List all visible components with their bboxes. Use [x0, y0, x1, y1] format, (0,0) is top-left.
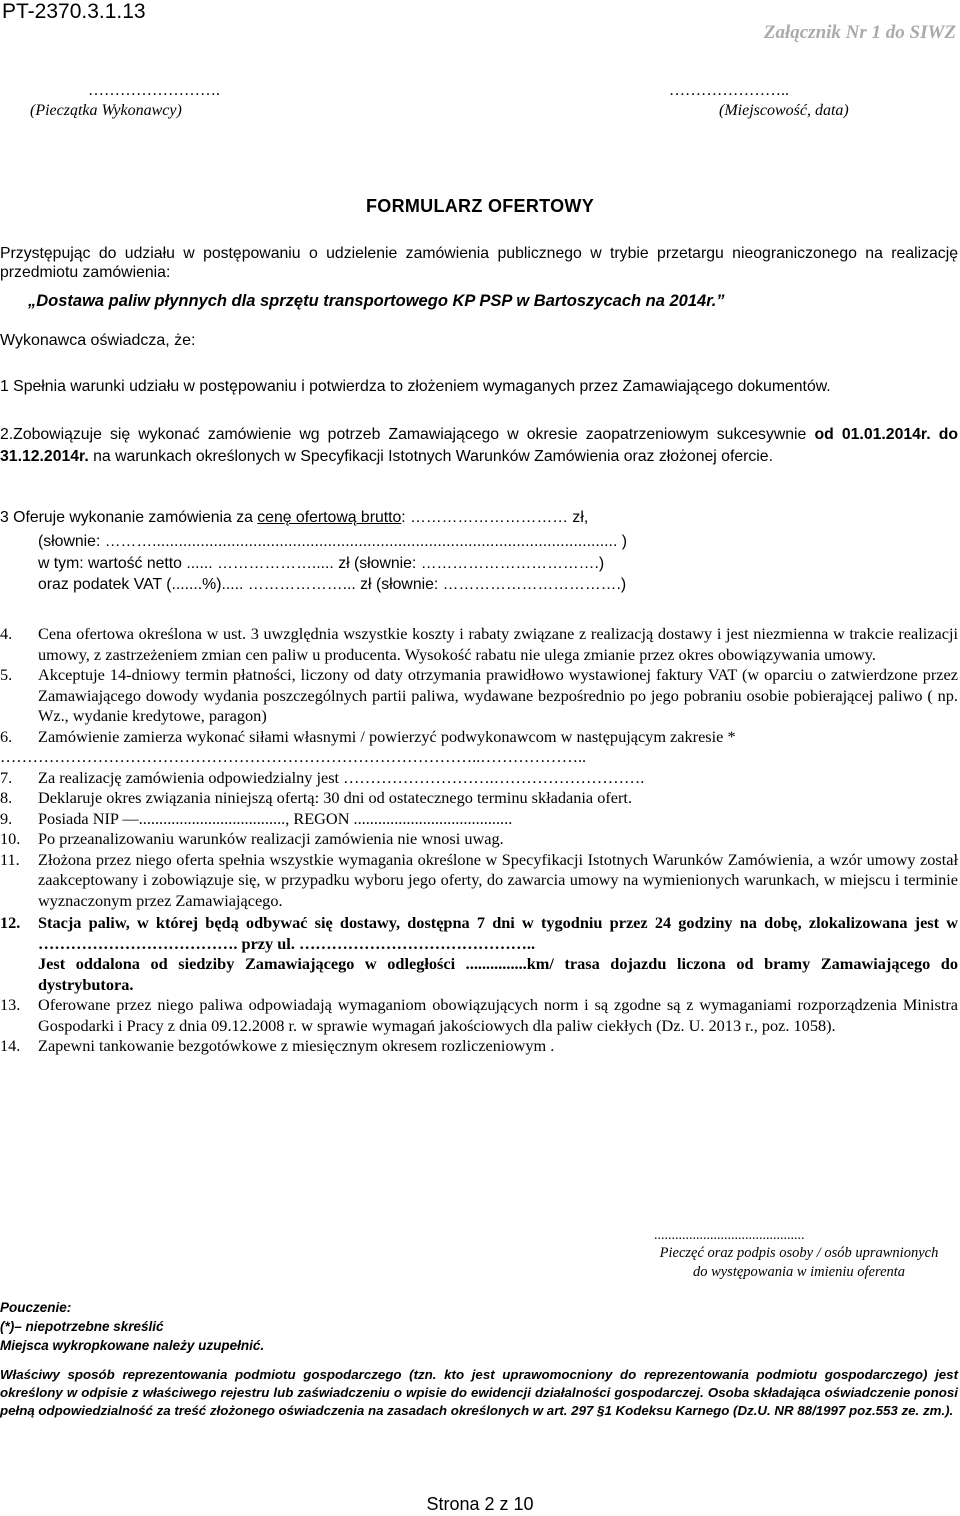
notice [0, 1298, 264, 1355]
representation-note: Właściwy sposób reprezentowania podmiotu gospodarczego (tzn. kto jest uprawomocniony do reprezentowania podmiotu gospodarczego) jest określony w odpisie z właściwego rejestru lub zaświadczeniu o wpisie do ewidencji działalności gospodarczej. Osoba składająca oświadczenie ponosi pełną odpowiedzialność za treść złożonego oświadczenia na zasadach określonych w art. 297 §1 Kodeksu Karnego (Dz.U. NR 88/1997 poz.553 ze. zm.). [0, 1367, 958, 1418]
item-number: 13. [0, 995, 21, 1014]
declaration-heading: Wykonawca oświadcza, że: [0, 332, 196, 349]
stamp-dots: ……………………. [88, 82, 220, 99]
item-number: 8. [0, 788, 13, 807]
item-text: Akceptuje 14-dniowy termin płatności, liczony od daty otrzymania prawidłowo wystawionej faktury VAT (w oparciu o zatwierdzone przez Zamawiającego dowody wydania poszczególnych partii paliwa, wydawane bezpośrednio po jego pobraniu osobie pobierającej paliwo ( np. Wz., wydanie kredytowe, paragon) [38, 665, 958, 725]
subcontract-dots: ……………………………………………………………………………..……………….. [0, 747, 587, 766]
order-subject: „Dostawa paliw płynnych dla sprzętu transportowego KP PSP w Bartoszycach na 2014r.” [28, 292, 725, 310]
item-1: 1 Spełnia warunki udziału w postępowaniu i potwierdza to złożeniem wymaganych przez Zamawiającego dokumentów. [0, 378, 831, 395]
signature-caption-line1: Pieczęć oraz podpis osoby / osób uprawnionych [659, 1245, 939, 1261]
item-text: Zapewni tankowanie bezgotówkowe z miesięcznym okresem rozliczeniowym . [38, 1036, 555, 1055]
item-number: 11. [0, 849, 20, 869]
list-item [0, 624, 958, 665]
item-number: 14. [0, 1036, 21, 1055]
item-text: Za realizację zamówienia odpowiedzialny jest ……………………….………………………. [38, 767, 645, 787]
item-2 [0, 424, 958, 468]
item-text: Deklaruje okres związania niniejszą ofertą: 30 dni od ostatecznego terminu składania ofert. [38, 788, 633, 807]
vat-row: oraz podatek VAT (.......%)..... ………………... zł (słownie: …………………………….) [38, 576, 627, 593]
notice-line1: (*)– niepotrzebne skreślić [0, 1319, 164, 1334]
item-text: Zamówienie zamierza wykonać siłami własnymi / powierzyć podwykonawcom w następującym zakresie * [38, 726, 736, 746]
item-number: 12. [0, 913, 21, 932]
item-number: 9. [0, 808, 13, 828]
page-number: Strona 2 z 10 [426, 1494, 534, 1514]
item-number: 5. [0, 665, 13, 684]
contractor-stamp-label: (Pieczątka Wykonawcy) [30, 102, 182, 119]
item-3-text-a: 3 Oferuje wykonanie zamówienia za [0, 509, 258, 526]
notice-title: Pouczenie: [0, 1300, 72, 1315]
document-reference: PT-2370.3.1.13 [2, 0, 146, 23]
list-item [0, 809, 958, 830]
fuel-station-location: Stacja paliw, w której będą odbywać się dostawy, dostępna 7 dni w tygodniu przez 24 godziny na dobę, zlokalizowana jest w ………………………………. przy ul. …………………………………….. [38, 913, 958, 953]
list-item [0, 727, 958, 748]
place-date-dots: ………………….. [669, 82, 789, 99]
signature-caption-line2: do występowania w imieniu oferenta [692, 1264, 906, 1280]
item-text: Złożona przez niego oferta spełnia wszystkie wymagania określone w Specyfikacji Istotnych Warunków Zamówienia, a wzór umowy został zaakceptowany i zobowiązuje się, w przypadku wyboru jego oferty, do zawarcia umowy na wymienionych warunkach, w miejscu i terminie wyznaczonym przez Zamawiającego. [38, 849, 958, 910]
item-text: Oferowane przez niego paliwa odpowiadają wymaganiom obowiązujących norm i są zgodne są z wymaganiami rozporządzenia Ministra Gospodarki i Pracy z dnia 09.12.2008 r. w sprawie wymagań jakościowych dla paliw ciekłych (Dz. U. 2013 r., poz. 1058). [38, 995, 958, 1035]
price-in-words-row: (słownie: ……….......................................................................................................... ) [38, 533, 627, 550]
items-list [0, 624, 958, 1057]
item-text: Cena ofertowa określona w ust. 3 uwzględnia wszystkie koszty i rabaty związane z realizacją dostawy i jest niezmienna w trakcie realizacji umowy, z zastrzeżeniem zmian cen paliw u producenta. Wysokość rabatu nie ulega zmianie przez okres obowiązywania umowy. [38, 624, 958, 664]
item-2-text-a: 2.Zobowiązuje się wykonać zamówienie wg potrzeb Zamawiającego w okresie zaopatrzeniowym sukcesywnie [0, 426, 815, 443]
price-breakdown [38, 531, 627, 596]
notice-line2: Miejsca wykropkowane należy uzupełnić. [0, 1338, 265, 1353]
item-text: Posiada NIP —...................................., REGON ....................................... [38, 808, 513, 828]
item-3-text-c: : ………………………… zł, [401, 509, 589, 526]
gross-price-label: cenę ofertową brutto [257, 509, 402, 526]
list-item [0, 850, 958, 912]
item-2-text-c: na warunkach określonych w Specyfikacji Istotnych Warunków Zamówienia oraz złożonej ofercie. [88, 448, 773, 465]
item-number: 7. [0, 767, 13, 787]
fuel-station-distance: Jest oddalona od siedziby Zamawiającego w odległości ...............km/ trasa dojazdu liczona od bramy Zamawiającego do dystrybutora. [38, 954, 958, 994]
signature-dots: ........................................... [654, 1228, 805, 1243]
form-title: FORMULARZ OFERTOWY [365, 196, 595, 216]
item-number: 4. [0, 624, 13, 643]
item-text: Po przeanalizowaniu warunków realizacji zamówienia nie wnosi uwag. [38, 829, 504, 848]
item-12 [0, 913, 958, 954]
place-date-label: (Miejscowość, data) [719, 102, 849, 119]
net-value-row: w tym: wartość netto ...... ………………..... zł (słownie: …………………………….) [38, 554, 605, 572]
list-item [0, 768, 958, 789]
intro-paragraph: Przystępując do udziału w postępowaniu o udzielenie zamówienia publicznego w trybie przetargu nieograniczonego na realizację przedmiotu zamówienia: [0, 245, 958, 281]
annex-label: Załącznik Nr 1 do SIWZ [763, 22, 956, 43]
signature-caption [640, 1244, 958, 1282]
item-number: 10. [0, 829, 21, 848]
item-number: 6. [0, 726, 13, 746]
list-item [0, 829, 958, 850]
list-item [0, 747, 958, 768]
list-item [0, 995, 958, 1036]
list-item [0, 1036, 958, 1057]
list-item [0, 665, 958, 727]
list-item [0, 788, 958, 809]
item-2-period: od 01.01.2014r. do 31.12.2014r. [0, 426, 958, 465]
item-3 [0, 509, 588, 527]
